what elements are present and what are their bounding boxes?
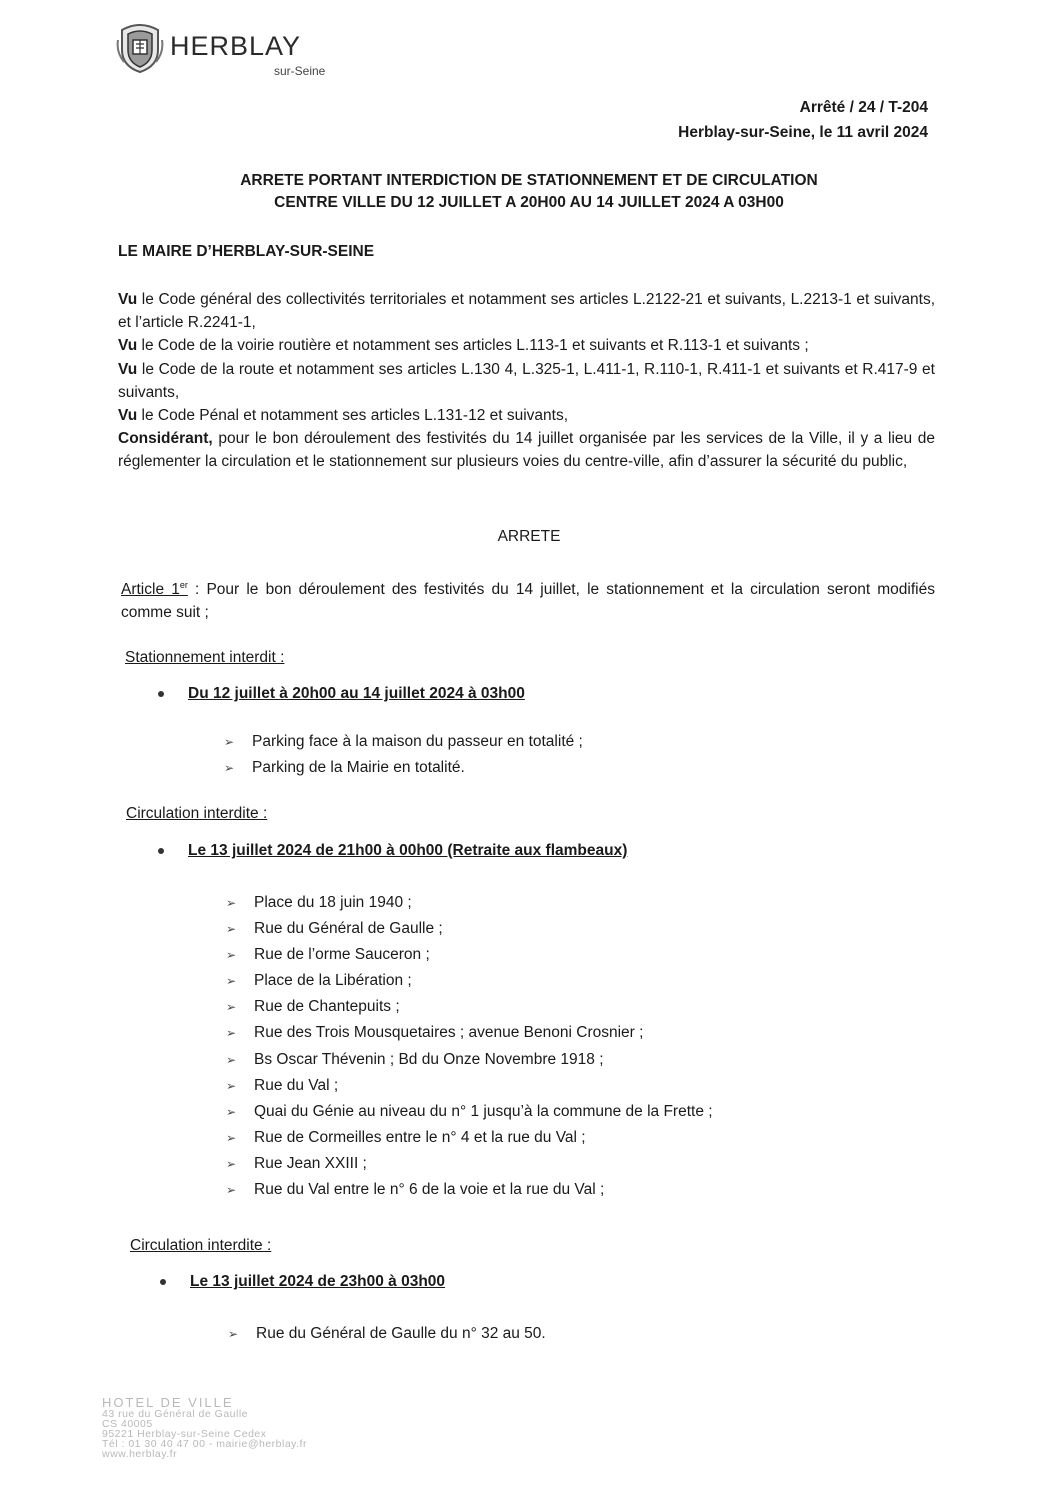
footer-line: www.herblay.fr xyxy=(102,1448,178,1460)
consideration-text: le Code général des collectivités territoriales et notamment ses articles L.2122-21 et suivants, L.2213-1 et suivants, et l’article R.2241-1, xyxy=(118,291,935,332)
arrete-heading: ARRETE xyxy=(497,528,561,545)
footer-line: CS 40005 xyxy=(102,1418,153,1430)
list-item xyxy=(224,755,583,781)
consideration-item xyxy=(118,427,935,473)
list-item xyxy=(226,890,713,916)
bullet-icon xyxy=(160,1279,166,1285)
list-item xyxy=(226,968,713,994)
list-item xyxy=(226,1125,713,1151)
arrow-icon: ➢ xyxy=(226,974,237,989)
article-1 xyxy=(121,574,935,624)
article-label-sup: er xyxy=(179,580,188,590)
bullet-icon xyxy=(158,848,164,854)
section-heading: Circulation interdite : xyxy=(130,1237,272,1254)
footer-line: 43 rue du Général de Gaulle xyxy=(102,1408,249,1420)
article-label-text: Article 1 xyxy=(121,581,180,599)
arrow-icon: ➢ xyxy=(226,1052,237,1067)
arrow-icon: ➢ xyxy=(226,1026,237,1041)
list-item-text: Rue des Trois Mousquetaires ; avenue Benoni Crosnier ; xyxy=(254,1024,644,1042)
list-item xyxy=(226,1073,713,1099)
arrow-icon: ➢ xyxy=(226,1000,237,1015)
considerations xyxy=(118,288,935,474)
arrow-icon: ➢ xyxy=(228,1327,239,1341)
brand-subtitle: sur-Seine xyxy=(274,64,326,78)
consideration-text: le Code de la voirie routière et notamment ses articles L.113-1 et suivants et R.113-1 et suivants ; xyxy=(137,337,809,355)
title-line-2: CENTRE VILLE DU 12 JUILLET A 20H00 AU 14 JUILLET 2024 A 03H00 xyxy=(274,194,784,211)
reference-block xyxy=(678,95,928,145)
consideration-item xyxy=(118,288,935,334)
section-heading: Circulation interdite : xyxy=(126,805,268,822)
list-item xyxy=(226,1020,713,1046)
consideration-item xyxy=(118,404,935,427)
consideration-text: le Code de la route et notamment ses articles L.130 4, L.325-1, L.411-1, R.110-1, R.411-1 et suivants et R.417-9 et suivants, xyxy=(118,360,935,401)
list-item xyxy=(226,942,713,968)
mayor-heading: LE MAIRE D’HERBLAY-SUR-SEINE xyxy=(118,243,375,260)
footer-line: Tél : 01 30 40 47 00 - mairie@herblay.fr xyxy=(102,1438,307,1450)
consideration-text: le Code Pénal et notamment ses articles L.131-12 et suivants, xyxy=(137,407,569,425)
article-label xyxy=(121,581,188,598)
period-row xyxy=(158,842,627,860)
list-item xyxy=(226,1177,713,1203)
arrow-icon: ➢ xyxy=(226,922,237,937)
list-item-text: Rue de Chantepuits ; xyxy=(254,998,400,1016)
list-item-text: Rue du Général de Gaulle ; xyxy=(254,920,443,938)
list-item-text: Place de la Libération ; xyxy=(254,972,412,990)
period-text: Le 13 juillet 2024 de 21h00 à 00h00 (Retraite aux flambeaux) xyxy=(188,842,628,859)
list-item-text: Parking de la Mairie en totalité. xyxy=(252,759,465,777)
brand-name: HERBLAY xyxy=(170,31,302,61)
list-item xyxy=(228,1321,546,1347)
arrow-icon: ➢ xyxy=(226,1104,237,1119)
list-item-text: Bs Oscar Thévenin ; Bd du Onze Novembre 1918 ; xyxy=(254,1050,604,1068)
arrow-icon: ➢ xyxy=(226,1078,237,1093)
period-text: Le 13 juillet 2024 de 23h00 à 03h00 xyxy=(190,1273,446,1290)
arrow-icon: ➢ xyxy=(224,735,235,749)
footer-line: HOTEL DE VILLE xyxy=(102,1395,234,1410)
list-item xyxy=(226,916,713,942)
arrow-icon: ➢ xyxy=(226,948,237,963)
place-date: Herblay-sur-Seine, le 11 avril 2024 xyxy=(678,124,928,141)
consideration-lead: Vu xyxy=(118,407,138,425)
consideration-item xyxy=(118,358,935,404)
consideration-item xyxy=(118,334,935,357)
list-item xyxy=(226,1151,713,1177)
consideration-lead: Considérant, xyxy=(118,430,213,448)
consideration-text: pour le bon déroulement des festivités du 14 juillet organisée par les services de la Ville, il y a lieu de réglementer la circulation et le stationnement sur plusieurs voies du centre-ville, afin d’assurer la sécurité du public, xyxy=(118,430,935,471)
list-item-text: Rue du Val ; xyxy=(254,1076,339,1094)
list-item-text: Rue du Général de Gaulle du n° 32 au 50. xyxy=(256,1325,546,1342)
list-item-text: Quai du Génie au niveau du n° 1 jusqu’à la commune de la Frette ; xyxy=(254,1102,713,1120)
arrow-icon: ➢ xyxy=(226,896,237,910)
crest-icon xyxy=(116,22,164,74)
period-row xyxy=(160,1273,445,1291)
section-heading: Stationnement interdit : xyxy=(125,649,285,666)
list-item xyxy=(224,729,583,755)
consideration-lead: Vu xyxy=(118,291,138,308)
article-text: : Pour le bon déroulement des festivités du 14 juillet, le stationnement et la circulation seront modifiés comme suit ; xyxy=(121,581,935,622)
arrow-icon: ➢ xyxy=(224,761,235,776)
list-item-text: Rue de Cormeilles entre le n° 4 et la rue du Val ; xyxy=(254,1128,586,1146)
footer-line: 95221 Herblay-sur-Seine Cedex xyxy=(102,1428,267,1440)
period-text: Du 12 juillet à 20h00 au 14 juillet 2024 à 03h00 xyxy=(188,685,525,702)
list-item xyxy=(226,1047,713,1073)
arrow-icon: ➢ xyxy=(226,1130,237,1145)
period-row xyxy=(158,685,525,703)
restriction-list xyxy=(224,729,583,781)
list-item-text: Parking face à la maison du passeur en totalité ; xyxy=(252,733,583,750)
list-item-text: Rue du Val entre le n° 6 de la voie et la rue du Val ; xyxy=(254,1181,605,1199)
restriction-list xyxy=(226,890,713,1203)
arrow-icon: ➢ xyxy=(226,1183,237,1198)
list-item xyxy=(226,1099,713,1125)
list-item-text: Place du 18 juin 1940 ; xyxy=(254,894,412,911)
city-logo xyxy=(116,22,376,80)
consideration-lead: Vu xyxy=(118,337,138,355)
list-item-text: Rue Jean XXIII ; xyxy=(254,1154,367,1172)
bullet-icon xyxy=(158,691,164,697)
list-item-text: Rue de l’orme Sauceron ; xyxy=(254,946,430,964)
restriction-list xyxy=(228,1321,546,1347)
title-line-1: ARRETE PORTANT INTERDICTION DE STATIONNEMENT ET DE CIRCULATION xyxy=(240,172,818,189)
decree-number: Arrêté / 24 / T-204 xyxy=(799,99,928,116)
consideration-lead: Vu xyxy=(118,360,138,378)
arrow-icon: ➢ xyxy=(226,1156,237,1171)
footer-address xyxy=(102,1397,307,1459)
document-title xyxy=(0,170,1058,214)
list-item xyxy=(226,994,713,1020)
